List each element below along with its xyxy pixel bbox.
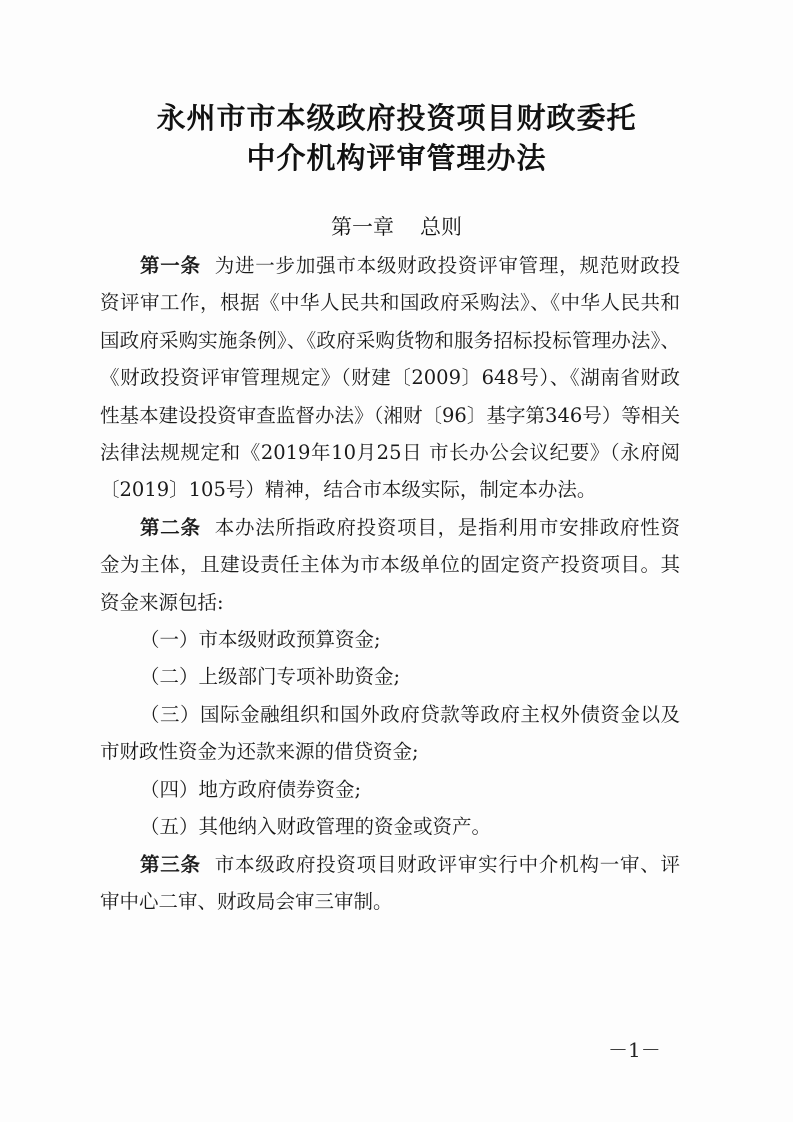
article-2-text: 本办法所指政府投资项目，是指利用市安排政府性资金为主体，且建设责任主体为市本级单位的固定资产投资项目。其资金来源包括: — [100, 515, 680, 614]
source-item-4: （四）地方政府债券资金; — [140, 777, 362, 801]
article-3-text: 市本级政府投资项目财政评审实行中介机构一审、评审中心二审、财政局会审三审制。 — [100, 852, 680, 913]
article-1 — [100, 247, 680, 509]
article-1-text: 为进一步加强市本级财政投资评审管理，规范财政投资评审工作，根据《中华人民共和国政府采购法》、《中华人民共和国政府采购实施条例》、《政府采购货物和服务招标投标管理办法》、《财政投资评审管理规定》（财建〔2009〕648号）、《湖南省财政性基本建设投资审查监督办法》（湘财〔96〕基字第346号）等相关法律法规规定和《2019年10月25日 市长办公会议纪要》（永府阅〔2019〕105号）精神，结合市本级实际，制定本办法。 — [100, 254, 680, 502]
article-3-label: 第三条 — [140, 852, 201, 876]
article-2 — [100, 509, 680, 621]
chapter-label: 第一章 — [331, 215, 394, 239]
source-item-3: （三）国际金融组织和国外政府贷款等政府主权外债资金以及市财政性资金为还款来源的借贷资金; — [100, 702, 680, 764]
article-2-label: 第二条 — [140, 515, 201, 539]
document-body — [100, 247, 680, 920]
source-item-2: （二）上级部门专项补助资金; — [140, 665, 401, 689]
chapter-name: 总则 — [420, 215, 462, 239]
document-title-line-2: 中介机构评审管理办法 — [246, 141, 547, 175]
page-number: －1－ — [608, 1038, 661, 1062]
source-item-1: （一）市本级财政预算资金; — [140, 628, 381, 652]
article-3 — [100, 846, 680, 921]
source-item-5: （五）其他纳入财政管理的资金或资产。 — [140, 815, 492, 839]
document-title-line-1: 永州市市本级政府投资项目财政委托 — [156, 101, 637, 135]
article-1-label: 第一条 — [140, 254, 201, 277]
chapter-heading — [0, 211, 793, 241]
